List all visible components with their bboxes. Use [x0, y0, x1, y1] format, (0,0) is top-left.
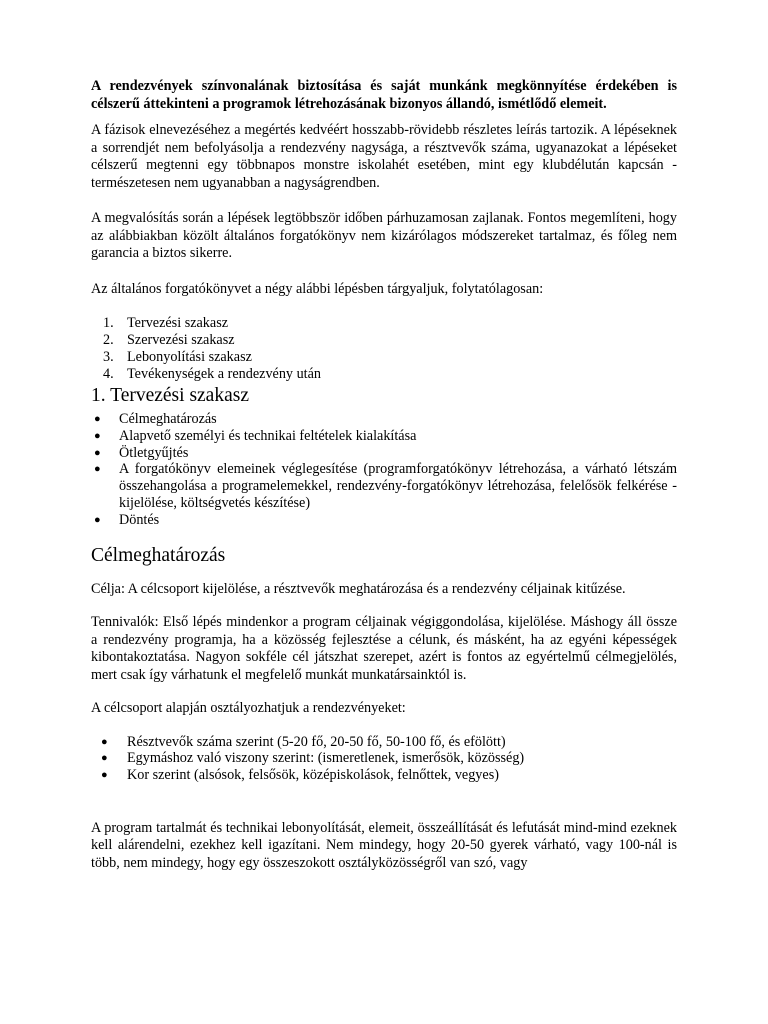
paragraph-steps-intro: Az általános forgatókönyvet a négy alábbi lépésben tárgyaljuk, folytatólagosan:	[91, 280, 544, 297]
planning-bullet-list	[91, 411, 677, 529]
list-item: ● Célmeghatározás	[94, 411, 217, 427]
paragraph-phases: A fázisok elnevezéséhez a megértés kedvéért hosszabb-rövidebb részletes leírás tartozik. A lépéseknek a sorrendjét nem befolyásolja a rendezvény nagysága, a résztvevők száma, ugyanazokat a lépéseket célszerű megtenni egy többnapos monstre iskolahét esetében, mint egy klubdélután kapcsán - természetesen nem ugyanabban a nagyságrendben.	[91, 122, 677, 191]
paragraph-classify: A célcsoport alapján osztályozhatjuk a rendezvényeket:	[91, 700, 406, 717]
bullet-icon: ●	[94, 463, 101, 476]
steps-list	[91, 315, 677, 383]
list-item: ● A forgatókönyv elemeinek véglegesítése (programforgatókönyv létrehozása, a várható létszám összehangolása a programelemekkel, rendezvény-forgatókönyv létrehozása, felelősök felkérése - kijelölése, költségvetés készítése)	[94, 461, 677, 511]
bullet-icon: ●	[101, 752, 108, 765]
list-item: ● Egymáshoz való viszony szerint: (ismeretlenek, ismerősök, közösség)	[101, 750, 525, 767]
list-item: ● Résztvevők száma szerint (5-20 fő, 20-50 fő, 50-100 fő, és efölött)	[101, 733, 506, 750]
list-item: 4. Tevékenységek a rendezvény után	[103, 366, 321, 382]
paragraph-goal: Célja: A célcsoport kijelölése, a résztvevők meghatározása és a rendezvény céljainak kitűzése.	[91, 580, 626, 597]
bullet-icon: ●	[94, 513, 101, 526]
classification-bullet-list	[91, 734, 677, 784]
list-item: ● Alapvető személyi és technikai feltételek kialakítása	[94, 427, 417, 444]
bullet-icon: ●	[101, 735, 108, 748]
list-item: ● Döntés	[94, 511, 160, 528]
paragraph-tasks: Tennivalók: Első lépés mindenkor a program céljainak végiggondolása, kijelölése. Máshogy áll össze a rendezvény programja, ha a közösség fejlesztése a célunk, és másként, ha az egyéni képességek kibontakoztatása. Nagyon sokféle cél játszhat szerepet, azért is fontos az egyértelmű célmegjelölés, mert csak így várhatunk el megfelelő munkát munkatársainktól is.	[91, 614, 677, 683]
intro-paragraph: A rendezvények színvonalának biztosítása és saját munkánk megkönnyítése érdekében is célszerű áttekinteni a programok létrehozásának bizonyos állandó, ismétlődő elemeit.	[91, 78, 677, 112]
list-item: 2. Szervezési szakasz	[103, 332, 235, 348]
list-item: 3. Lebonyolítási szakasz	[103, 349, 252, 365]
paragraph-parallel: A megvalósítás során a lépések legtöbbször időben párhuzamosan zajlanak. Fontos megemlíteni, hogy az alábbiakban közölt általános forgatókönyv nem kizárólagos módszereket tartalmaz, és főleg nem garancia a biztos sikerre.	[91, 210, 677, 261]
paragraph-closing: A program tartalmát és technikai lebonyolítását, elemeit, összeállítását és lefutását mind-mind ezeknek kell alárendelni, ezekhez kell igazítani. Nem mindegy, hogy 20-50 gyerek várható, vagy 100-nál is több, nem mindegy, hogy egy összeszokott osztályközösségről van szó, vagy	[91, 819, 677, 871]
list-item: ● Ötletgyűjtés	[94, 444, 189, 461]
document-page	[91, 78, 677, 872]
bullet-icon: ●	[101, 769, 108, 782]
section-heading-planning: 1. Tervezési szakasz	[91, 385, 249, 406]
bullet-icon: ●	[94, 413, 101, 425]
bullet-icon: ●	[94, 429, 101, 442]
section-heading-goal: Célmeghatározás	[91, 544, 226, 566]
bullet-icon: ●	[94, 446, 101, 459]
list-item: 1. Tervezési szakasz	[103, 315, 229, 331]
list-item: ● Kor szerint (alsósok, felsősök, középiskolások, felnőttek, vegyes)	[101, 767, 499, 784]
